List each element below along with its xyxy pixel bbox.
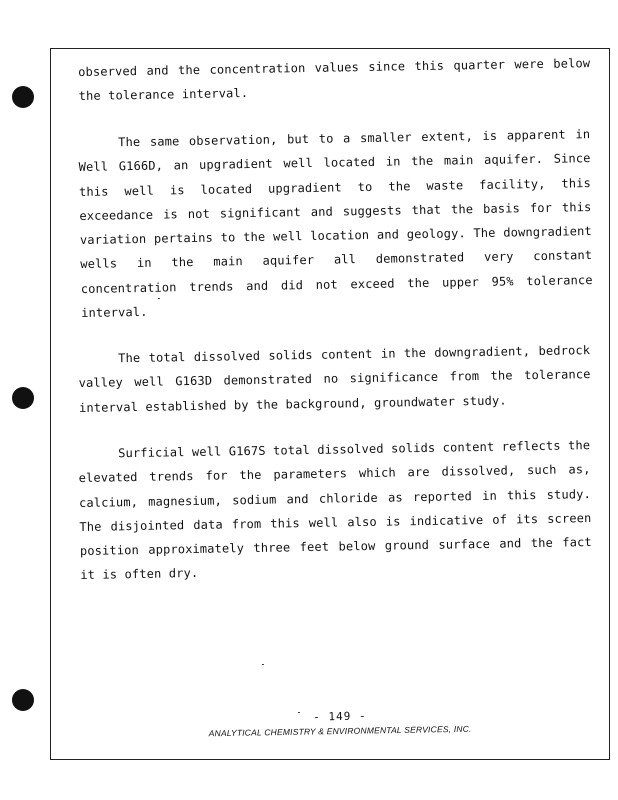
paragraph-g163d: The total dissolved solids content in the downgradient, bedrock valley well G163D demonstrated no significance from the tolerance interval established by the background, groundwater study.: [78, 343, 591, 415]
paragraph-continuation: observed and the concentration values since this quarter were below the tolerance interval.: [78, 56, 591, 104]
scan-speck: [158, 298, 160, 299]
document-body: [78, 56, 593, 610]
punch-hole: [12, 689, 34, 711]
punch-hole: [12, 86, 34, 108]
scan-speck: [262, 664, 264, 665]
paragraph-g166d: The same observation, but to a smaller extent, is apparent in Well G166D, an upgradient well located in the main aquifer. Since this well is located upgradient to the waste facility, this exceedance is not significant and suggests that the basis for this variation pertains to the well location and geology. The downgradient wells in the main aquifer all demonstrated very constant concentration trends and did not exceed the upper 95% tolerance interval.: [78, 126, 593, 320]
paragraph-g167s: Surficial well G167S total dissolved solids content reflects the elevated trends for the parameters which are dissolved, such as, calcium, magnesium, sodium and chloride as reported in this study. The disjointed data from this well also is indicative of its screen position approximately three feet below ground surface and the fact it is often dry.: [78, 437, 592, 583]
punch-hole: [12, 387, 34, 409]
page-number: - 149 -: [313, 709, 367, 724]
company-name: ANALYTICAL CHEMISTRY & ENVIRONMENTAL SERVICES, INC.: [208, 723, 472, 739]
